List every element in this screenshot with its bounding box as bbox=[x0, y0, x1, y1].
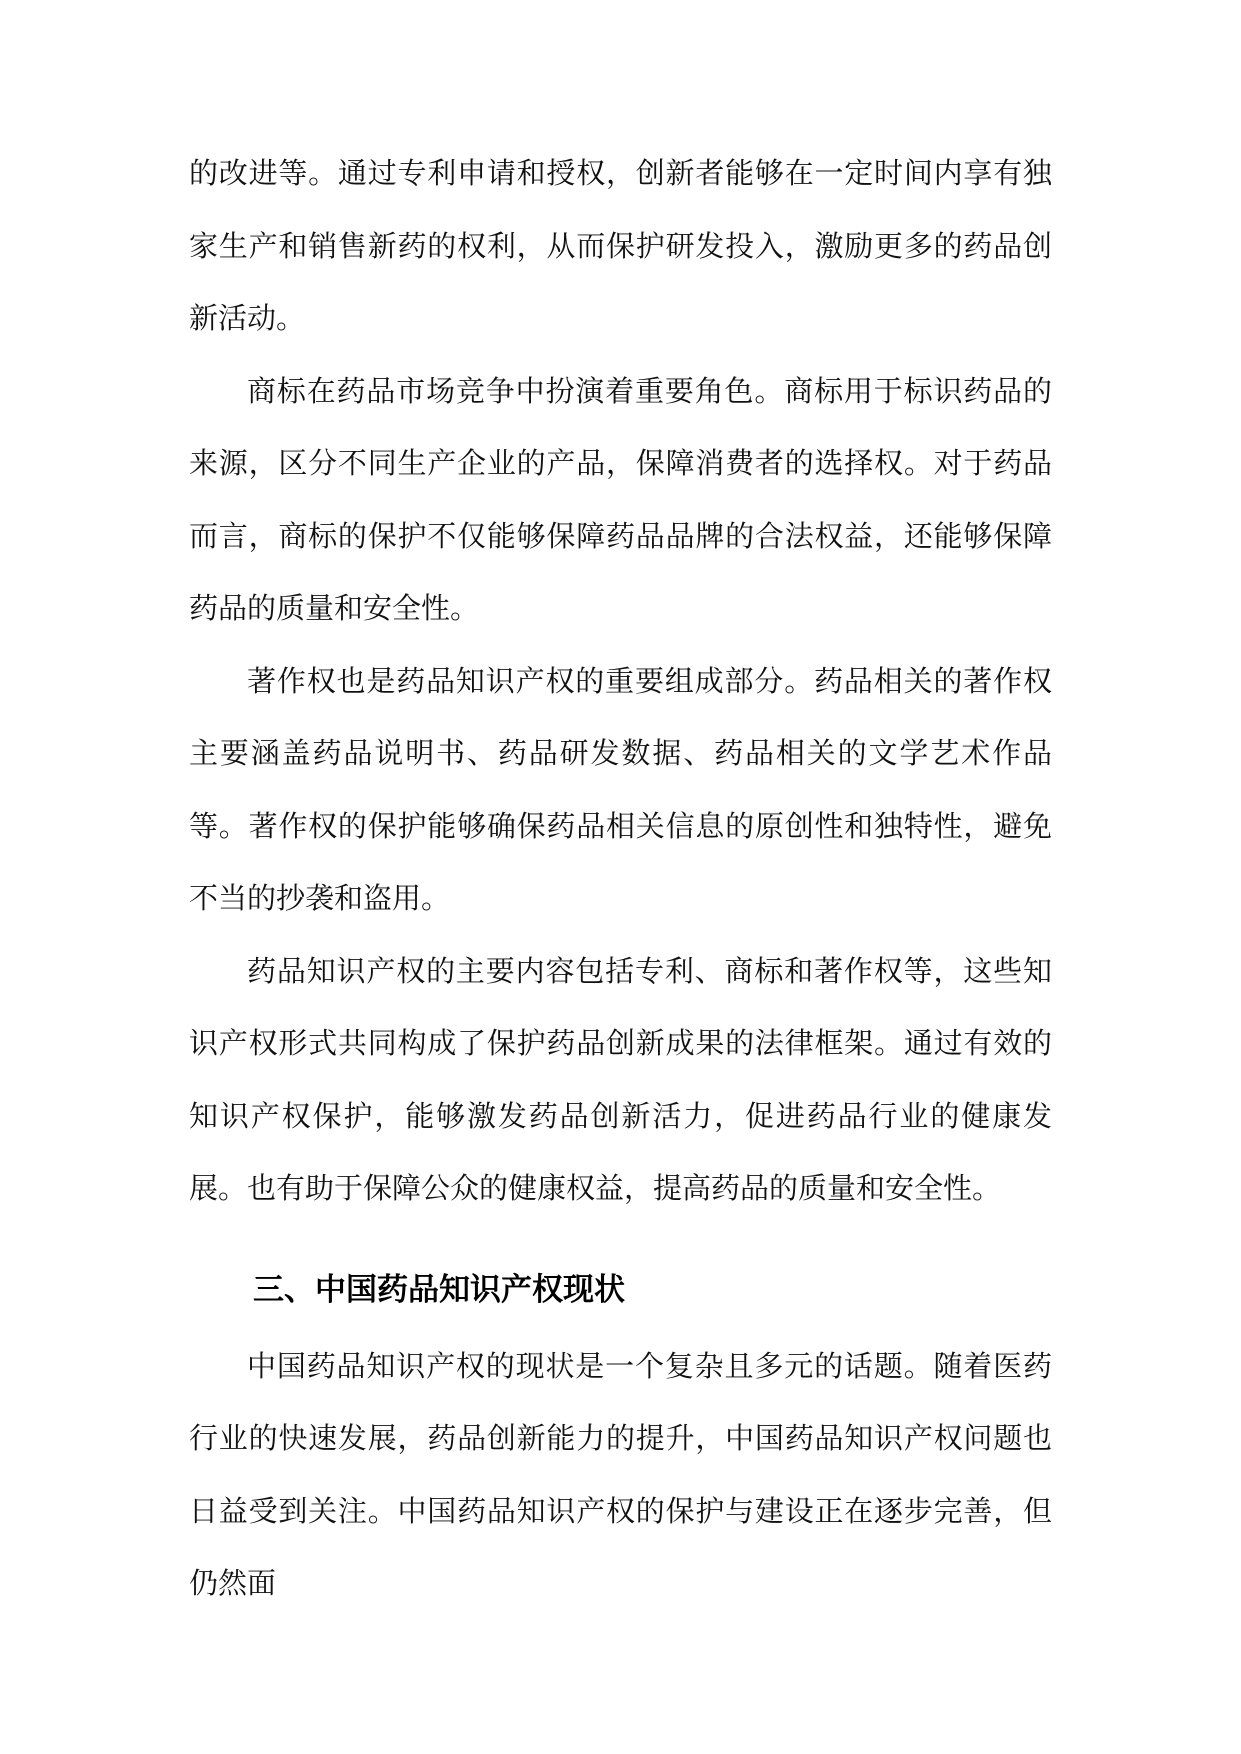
paragraph-copyright: 著作权也是药品知识产权的重要组成部分。药品相关的著作权主要涵盖药品说明书、药品研发数据、药品相关的文学艺术作品等。著作权的保护能够确保药品相关信息的原创性和独特性，避免不当的抄袭和盗用。 bbox=[189, 663, 1052, 915]
paragraph-summary: 药品知识产权的主要内容包括专利、商标和著作权等，这些知识产权形式共同构成了保护药品创新成果的法律框架。通过有效的知识产权保护，能够激发药品创新活力，促进药品行业的健康发展。也有助于保障公众的健康权益，提高药品的质量和安全性。 bbox=[189, 953, 1052, 1205]
paragraph-patent-continuation: 的改进等。通过专利申请和授权，创新者能够在一定时间内享有独家生产和销售新药的权利，从而保护研发投入，激励更多的药品创新活动。 bbox=[189, 156, 1052, 335]
paragraph-trademark: 商标在药品市场竞争中扮演着重要角色。商标用于标识药品的来源，区分不同生产企业的产品，保障消费者的选择权。对于药品而言，商标的保护不仅能够保障药品品牌的合法权益，还能够保障药品的质量和安全性。 bbox=[189, 373, 1052, 625]
section-heading: 三、中国药品知识产权现状 bbox=[253, 1271, 625, 1308]
paragraph-china-status: 中国药品知识产权的现状是一个复杂且多元的话题。随着医药行业的快速发展，药品创新能力的提升，中国药品知识产权问题也日益受到关注。中国药品知识产权的保护与建设正在逐步完善，但仍然面 bbox=[189, 1348, 1052, 1600]
page-content bbox=[189, 137, 1052, 1620]
